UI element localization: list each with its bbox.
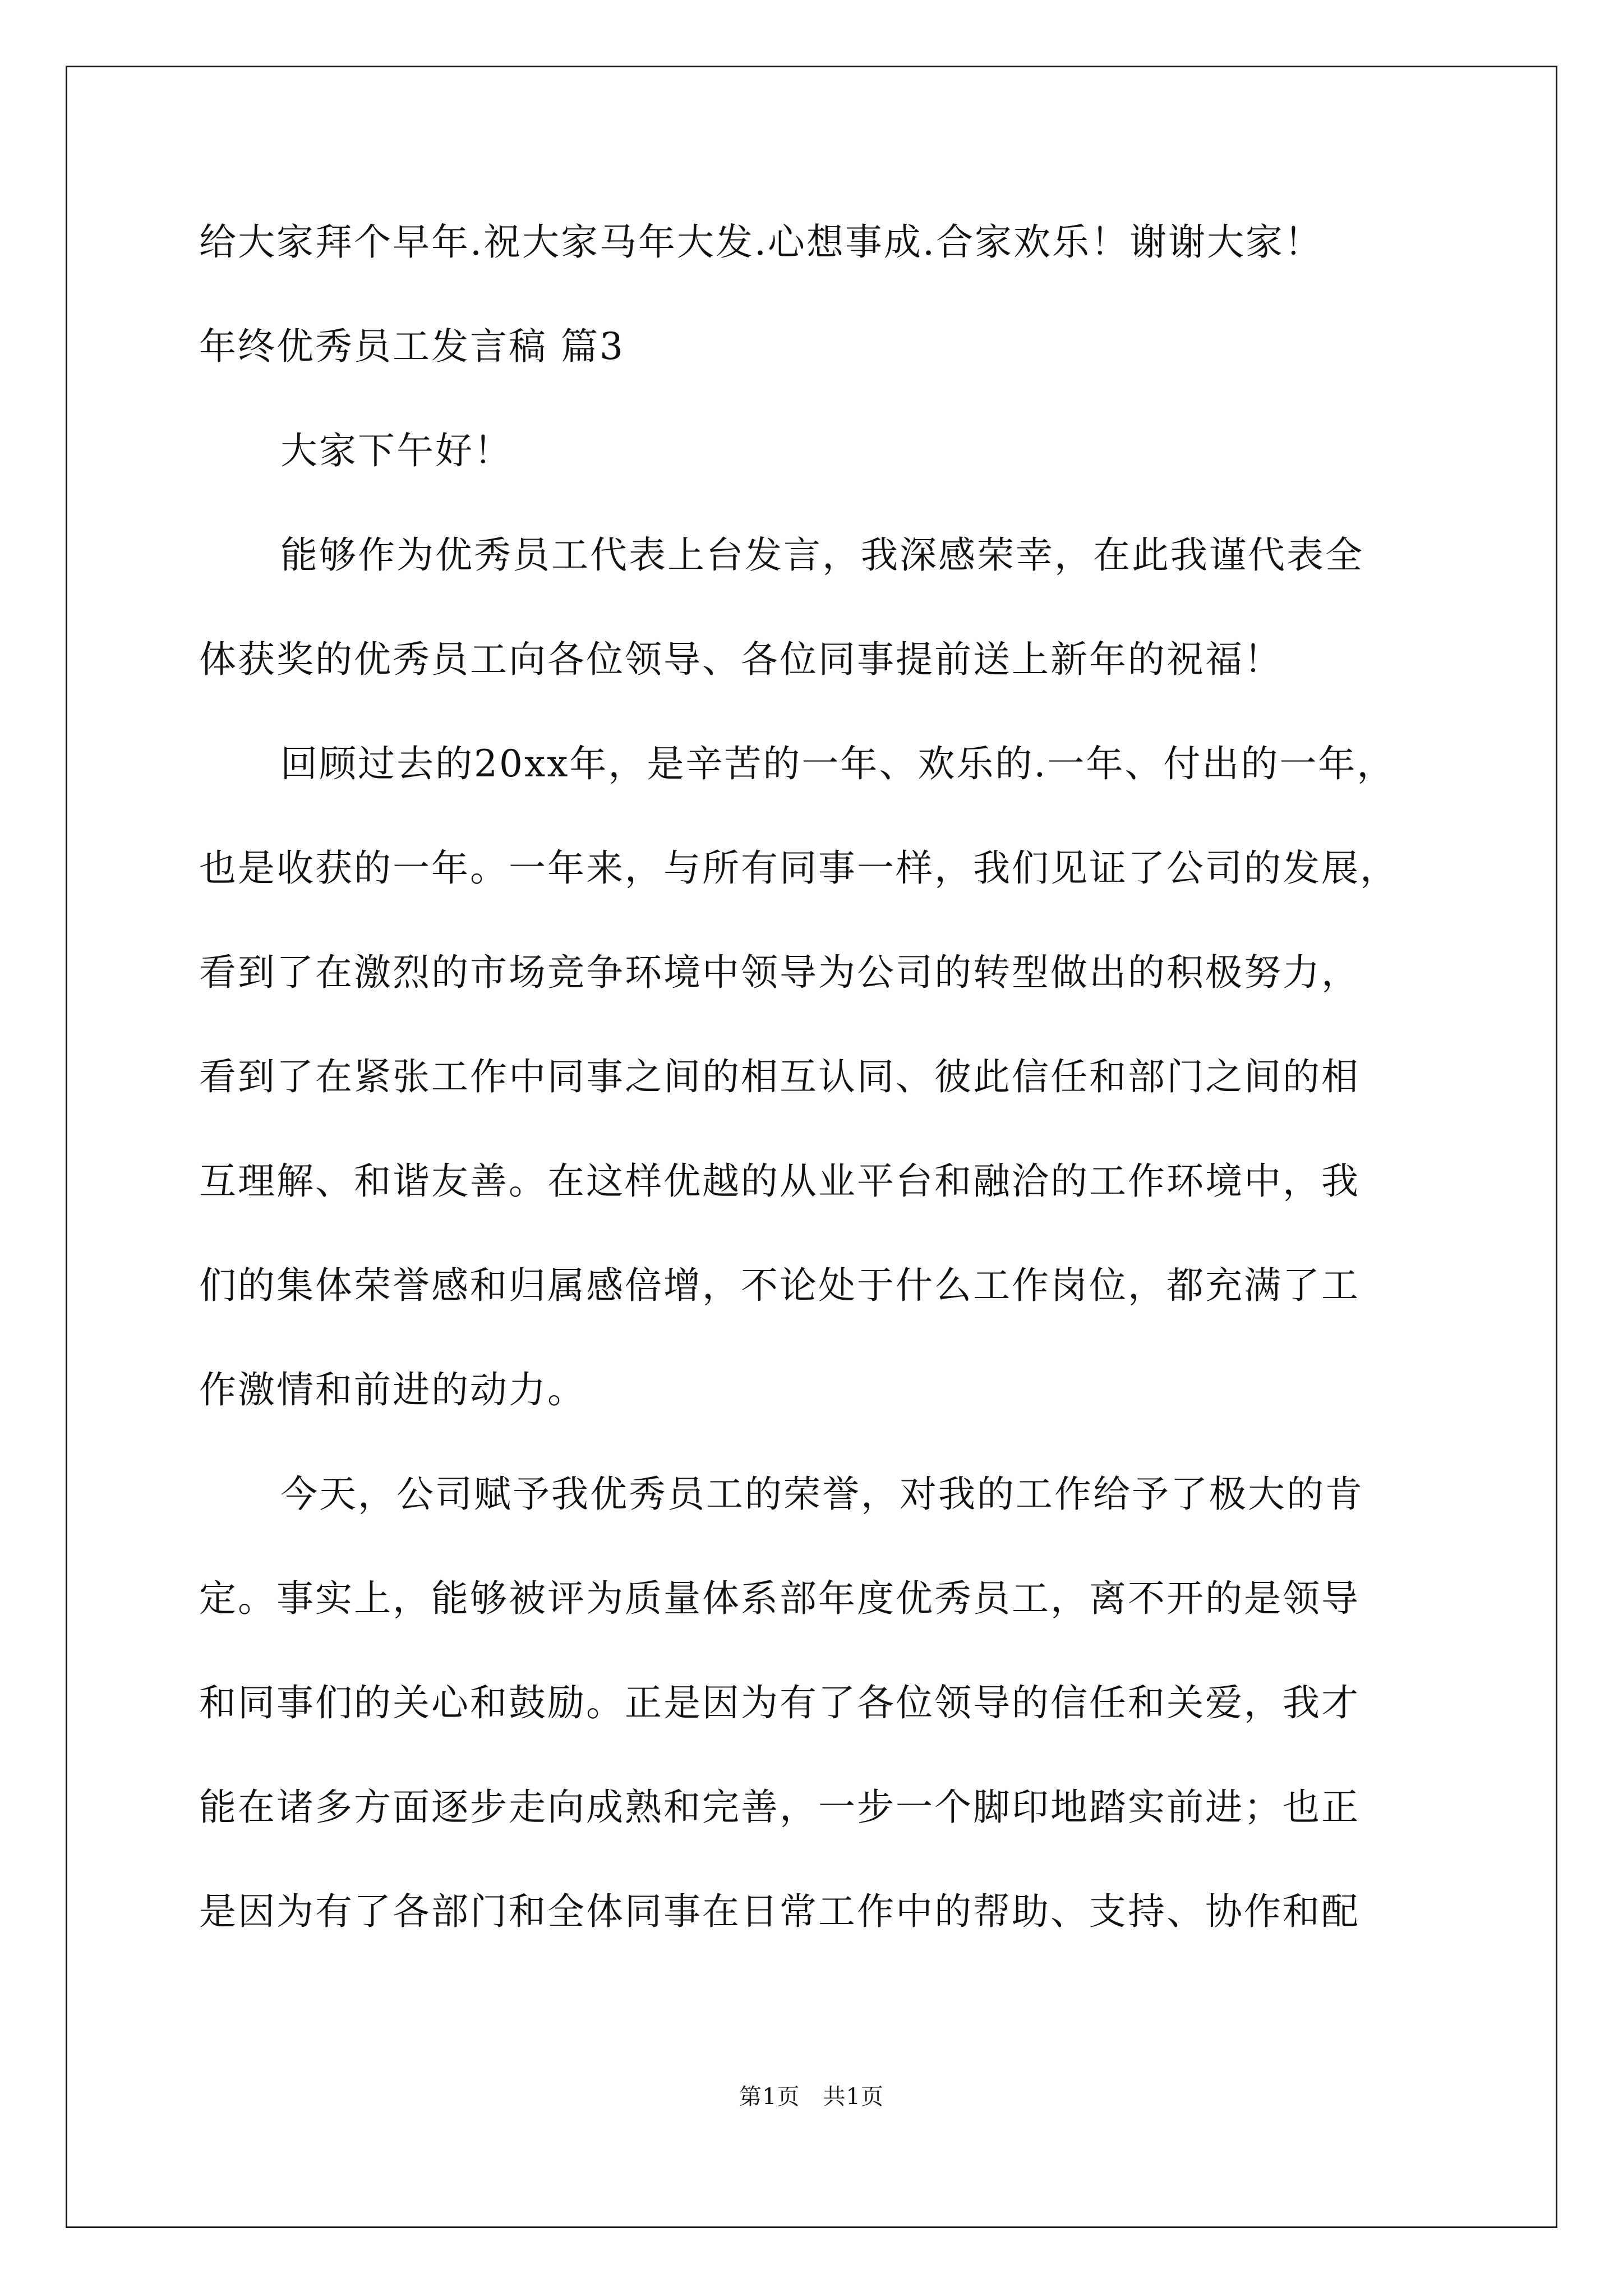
paragraph-line: 也是收获的一年。一年来，与所有同事一样，我们见证了公司的发展，	[199, 846, 1399, 890]
paragraph-line: 能在诸多方面逐步走向成熟和完善，一步一个脚印地踏实前进；也正	[199, 1786, 1360, 1829]
greeting-line: 大家下午好！	[280, 429, 513, 472]
paragraph-line: 作激情和前进的动力。	[199, 1368, 586, 1411]
paragraph-line: 体获奖的优秀员工向各位领导、各位同事提前送上新年的祝福！	[199, 638, 1283, 681]
paragraph-line: 今天，公司赋予我优秀员工的荣誉，对我的工作给予了极大的肯	[280, 1473, 1364, 1516]
paragraph-line: 们的集体荣誉感和归属感倍增，不论处于什么工作岗位，都充满了工	[199, 1264, 1360, 1307]
document-body	[199, 216, 1433, 1990]
body-line: 给大家拜个早年.祝大家马年大发.心想事成.合家欢乐！谢谢大家！	[199, 220, 1323, 264]
page-number-footer: 第1页 共1页	[739, 2084, 884, 2110]
paragraph-line: 是因为有了各部门和全体同事在日常工作中的帮助、支持、协作和配	[199, 1890, 1360, 1933]
paragraph-line: 能够作为优秀员工代表上台发言，我深感荣幸，在此我谨代表全	[280, 533, 1364, 577]
paragraph-line: 回顾过去的20xx年，是辛苦的一年、欢乐的.一年、付出的一年，	[280, 742, 1396, 785]
paragraph-line: 和同事们的关心和鼓励。正是因为有了各位领导的信任和关爱，我才	[199, 1681, 1360, 1724]
paragraph-line: 定。事实上，能够被评为质量体系部年度优秀员工，离不开的是领导	[199, 1577, 1360, 1620]
paragraph-line: 看到了在激烈的市场竞争环境中领导为公司的转型做出的积极努力，	[199, 951, 1360, 994]
section-heading: 年终优秀员工发言稿 篇3	[199, 325, 625, 368]
paragraph-line: 互理解、和谐友善。在这样优越的从业平台和融洽的工作环境中，我	[199, 1159, 1360, 1203]
paragraph-line: 看到了在紧张工作中同事之间的相互认同、彼此信任和部门之间的相	[199, 1055, 1360, 1098]
